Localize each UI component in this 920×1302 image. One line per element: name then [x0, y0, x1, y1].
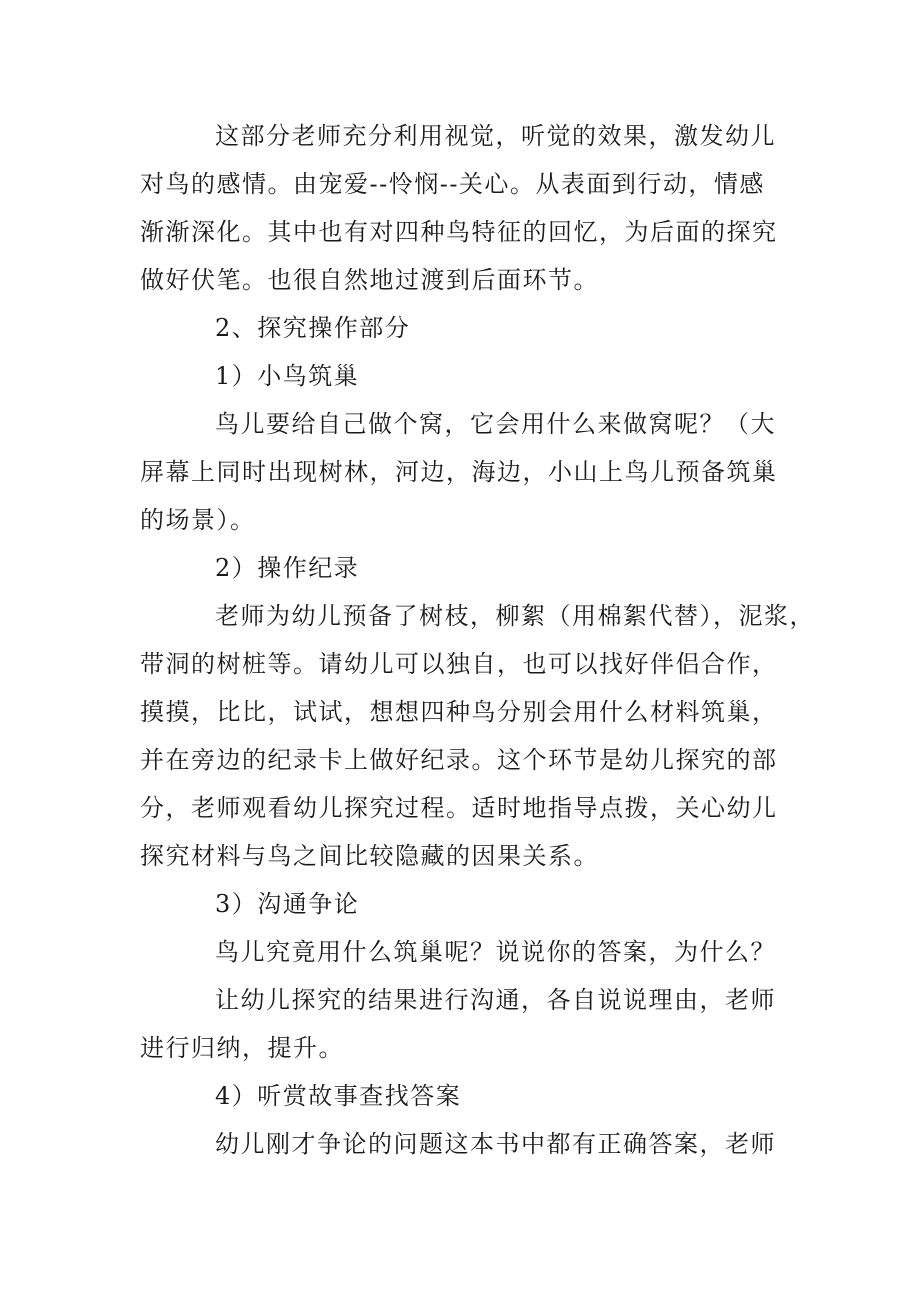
paragraph-line: 分，老师观看幼儿探究过程。适时地指导点拨，关心幼儿 — [140, 794, 778, 822]
paragraph-line: 幼儿刚才争论的问题这本书中都有正确答案，老师 — [215, 1130, 776, 1158]
paragraph-line: 这部分老师充分利用视觉，听觉的效果，激发幼儿 — [215, 122, 776, 150]
subsection-heading: 4）听赏故事查找答案 — [215, 1082, 462, 1110]
paragraph-line: 老师为幼儿预备了树枝，柳絮（用棉絮代替），泥浆， — [215, 602, 815, 630]
paragraph-line: 的场景）。 — [140, 506, 256, 534]
paragraph-line: 摸摸，比比，试试，想想四种鸟分别会用什么材料筑巢， — [140, 698, 778, 726]
subsection-heading: 2）操作纪录 — [215, 554, 360, 582]
paragraph-line: 并在旁边的纪录卡上做好纪录。这个环节是幼儿探究的部 — [140, 746, 778, 774]
paragraph-line: 探究材料与鸟之间比较隐藏的因果关系。 — [140, 842, 599, 870]
paragraph-line: 进行归纳，提升。 — [140, 1034, 344, 1062]
paragraph-line: 渐渐深化。其中也有对四种鸟特征的回忆，为后面的探究 — [140, 218, 778, 246]
paragraph-line: 做好伏笔。也很自然地过渡到后面环节。 — [140, 266, 599, 294]
subsection-heading: 3）沟通争论 — [215, 890, 360, 918]
paragraph-line: 带洞的树桩等。请幼儿可以独自，也可以找好伴侣合作， — [140, 650, 778, 678]
subsection-heading: 1）小鸟筑巢 — [215, 362, 360, 390]
paragraph-line: 对鸟的感情。由宠爱--怜悯--关心。从表面到行动，情感 — [140, 170, 765, 198]
paragraph-line: 鸟儿要给自己做个窝，它会用什么来做窝呢？（大 — [215, 410, 776, 438]
paragraph-line: 屏幕上同时出现树林，河边，海边，小山上鸟儿预备筑巢 — [140, 458, 778, 486]
paragraph-line: 鸟儿究竟用什么筑巢呢？说说你的答案，为什么？ — [215, 938, 776, 966]
section-heading: 2、探究操作部分 — [215, 314, 411, 342]
paragraph-line: 让幼儿探究的结果进行沟通，各自说说理由，老师 — [215, 986, 776, 1014]
